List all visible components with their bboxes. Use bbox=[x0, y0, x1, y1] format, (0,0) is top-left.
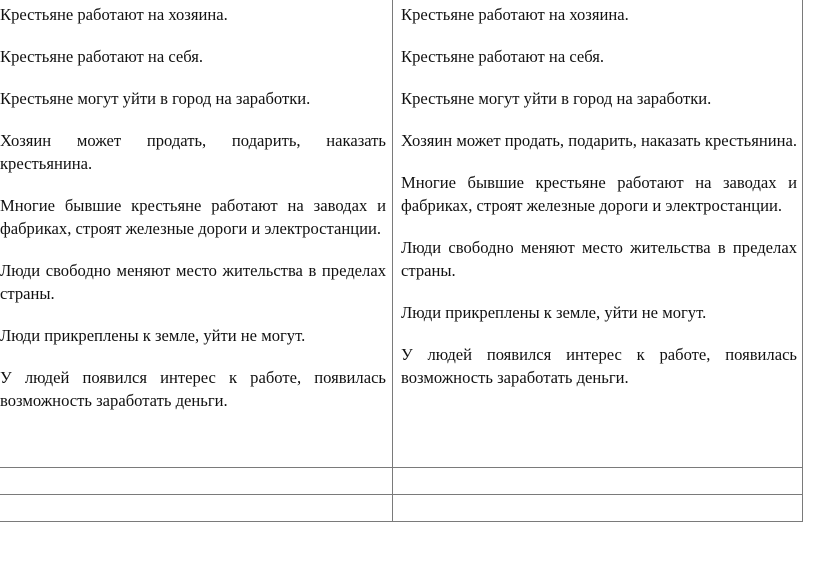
right-statement-6: Люди свободно меняют место жительства в пределах страны. bbox=[401, 238, 797, 280]
left-statement-4: Хозяин может продать, подарить, наказать крестьянина. bbox=[0, 131, 386, 173]
left-statement-5: Многие бывшие крестьяне работают на заводах и фабриках, строят железные дороги и электростанции. bbox=[0, 196, 386, 238]
empty-cell-right-2 bbox=[393, 495, 803, 522]
left-statement-2: Крестьяне работают на себя. bbox=[0, 47, 204, 66]
left-statement-1: Крестьяне работают на хозяина. bbox=[0, 5, 228, 24]
right-statement-7: Люди прикреплены к земле, уйти не могут. bbox=[401, 303, 707, 322]
right-statement-2: Крестьяне работают на себя. bbox=[401, 47, 605, 66]
right-statement-4: Хозяин может продать, подарить, наказать крестьянина. bbox=[401, 131, 798, 150]
empty-cell-left-2 bbox=[0, 495, 393, 522]
left-statement-8: У людей появился интерес к работе, появилась возможность заработать деньги. bbox=[0, 368, 386, 410]
empty-cell-right-1 bbox=[393, 468, 803, 495]
empty-row-2 bbox=[0, 495, 803, 522]
right-column-cell bbox=[393, 0, 803, 468]
right-statement-5: Многие бывшие крестьяне работают на заводах и фабриках, строят железные дороги и электростанции. bbox=[401, 173, 797, 215]
left-column-cell bbox=[0, 0, 393, 468]
left-statement-6: Люди свободно меняют место жительства в пределах страны. bbox=[0, 261, 386, 303]
empty-row-1 bbox=[0, 468, 803, 495]
right-statement-1: Крестьяне работают на хозяина. bbox=[401, 5, 629, 24]
right-statement-8: У людей появился интерес к работе, появилась возможность заработать деньги. bbox=[401, 345, 797, 387]
left-statement-3: Крестьяне могут уйти в город на заработки. bbox=[0, 89, 311, 108]
right-statement-3: Крестьяне могут уйти в город на заработки. bbox=[401, 89, 712, 108]
left-statement-7: Люди прикреплены к земле, уйти не могут. bbox=[0, 326, 306, 345]
empty-cell-left-1 bbox=[0, 468, 393, 495]
